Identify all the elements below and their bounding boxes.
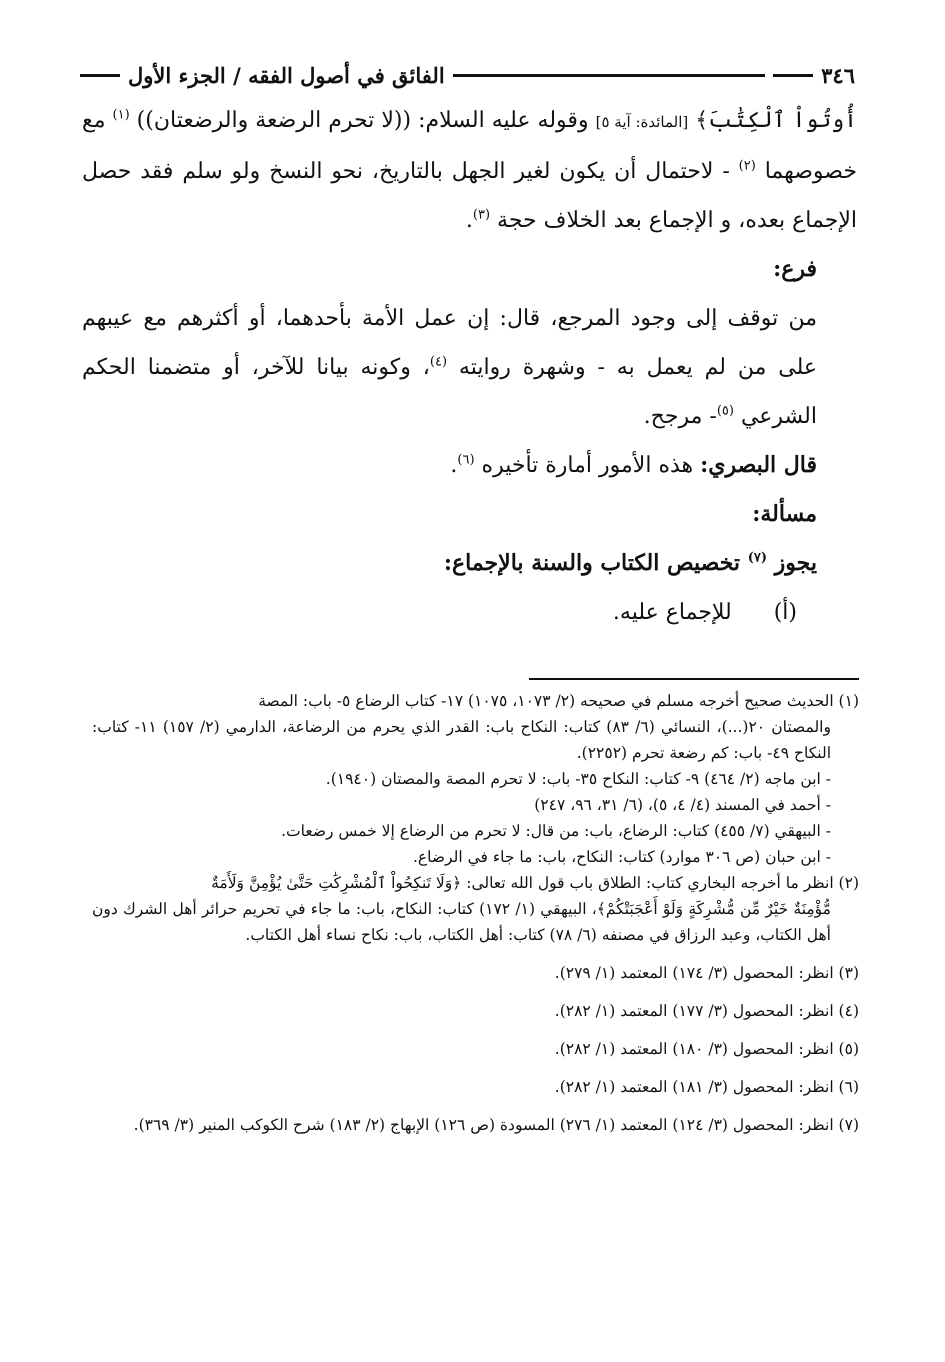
- heading-far: فرع:: [773, 256, 817, 282]
- footnote-marker-2[interactable]: (٢): [738, 158, 756, 174]
- paragraph-4-text: تخصيص الكتاب والسنة بالإجماع:: [443, 550, 741, 576]
- footnote-1-ahmad: - أحمد في المسند (٤/ ٤، ٥)، (٦/ ٣١، ٩٦، ٢٤٧): [534, 796, 831, 814]
- quran-reference: [المائدة: آية ٥]: [595, 113, 689, 131]
- paragraph-2-text-c: - مرجح.: [643, 404, 717, 429]
- footnote-marker-6[interactable]: (٦): [457, 452, 475, 468]
- header-rule-short: [773, 74, 813, 77]
- heading-masala: مسألة:: [752, 501, 817, 527]
- footnote-marker-4[interactable]: (٤): [429, 354, 448, 370]
- basri-label: قال البصري:: [700, 452, 817, 478]
- footnote-3: (٣) انظر: المحصول (٣/ ١٧٤) المعتمد (١/ ٢٧٩).: [554, 964, 859, 982]
- paragraph-2-text-a: من توقف إلى وجود المرجع، قال: إن عمل الأمة بأحدهما، أو أكثرهم مع عيبهم على من لم يعمل به - وشهرة روايته: [82, 306, 817, 380]
- footnote-separator: [529, 678, 859, 680]
- paragraph-5: [82, 588, 857, 637]
- footnote-6: (٦) انظر: المحصول (٣/ ١٨١) المعتمد (١/ ٢٨٢).: [554, 1078, 859, 1096]
- header-rule-end: [80, 74, 120, 77]
- book-title: الفائق في أصول الفقه / الجزء الأول: [128, 62, 445, 88]
- paragraph-2-text-b: ، وكونه بيانا للآخر، أو متضمنا الحكم الشرعي: [82, 355, 817, 429]
- footnote-1-ibn-majah: - ابن ماجه (٢/ ٤٦٤) ٩- كتاب: النكاح ٣٥- باب: لا تحرم المصة والمصتان (١٩٤٠).: [325, 770, 831, 788]
- footnotes: [92, 688, 859, 1138]
- paragraph-3: [82, 441, 857, 490]
- page-number: ٣٤٦: [821, 62, 855, 88]
- paragraph-4: [82, 539, 857, 588]
- paragraph-1-text: - لاحتمال أن يكون لغير الجهل بالتاريخ، نحو النسخ ولو سلم فقد حصل الإجماع بعده، و الإجماع بعد الخلاف حجة: [82, 159, 857, 233]
- footnote-marker-3[interactable]: (٣): [472, 207, 491, 223]
- footnote-1: (١) الحديث صحيح أخرجه مسلم في صحيحه (٢/ ١٠٧٣، ١٠٧٥) ١٧- كتاب الرضاع ٥- باب: المصة: [258, 692, 859, 710]
- period: .: [450, 453, 458, 478]
- footnote-marker-5[interactable]: (٥): [716, 403, 734, 419]
- running-header: [80, 60, 855, 90]
- paragraph-3-text: هذه الأمور أمارة تأخيره: [481, 453, 694, 478]
- period: .: [465, 208, 473, 233]
- item-label-a: (أ): [773, 600, 797, 625]
- footnote-1-bayhaqi: - البيهقي (٧/ ٤٥٥) كتاب: الرضاع، باب: من قال: لا تحرم من الرضاع إلا خمس رضعات.: [281, 822, 831, 840]
- footnote-1-cont: والمصتان ٢٠(...)، النسائي (٦/ ٨٣) كتاب: النكاح باب: القدر الذي يحرم من الرضاعة، الدارمي (٢/ ١٥٧) ١١- كتاب: النكاح ٤٩- باب: كم رضعة تحرم (٢٢٥٢).: [92, 718, 831, 762]
- footnote-7: (٧) انظر: المحصول (٣/ ١٢٤) المعتمد (١/ ٢٧٦) المسودة (ص ١٢٦) الإبهاج (٢/ ١٨٣) شرح الكوكب المنير (٣/ ٣٦٩).: [133, 1116, 859, 1134]
- hadith-text: وقوله عليه السلام: ((لا تحرم الرضعة والرضعتان)): [136, 108, 589, 133]
- paragraph-2: [82, 294, 857, 441]
- footnote-4: (٤) انظر: المحصول (٣/ ١٧٧) المعتمد (١/ ٢٨٢).: [554, 1002, 859, 1020]
- main-text: [82, 96, 857, 637]
- paragraph-1-cont: مع خصوصهما: [82, 108, 857, 184]
- quran-quote: أُوتُواْ ٱلْكِتَٰبَ﴾: [695, 108, 857, 133]
- footnote-1-ibn-hibban: - ابن حبان (ص ٣٠٦ موارد) كتاب: النكاح، باب: ما جاء في الرضاع.: [413, 848, 831, 866]
- paragraph-4-start: يجوز: [774, 550, 817, 576]
- paragraph-1: [82, 96, 857, 245]
- header-rule: [453, 74, 765, 77]
- footnote-marker-1[interactable]: (١): [112, 107, 130, 123]
- footnote-5: (٥) انظر: المحصول (٣/ ١٨٠) المعتمد (١/ ٢٨٢).: [554, 1040, 859, 1058]
- item-text-a: للإجماع عليه.: [612, 600, 732, 625]
- footnote-2-cont: مُّؤْمِنَةٌ خَيْرٌ مِّن مُّشْرِكَةٍ وَلَوْ أَعْجَبَتْكُمْ﴾، البيهقي (١/ ١٧٢) كتاب: النكاح، باب: ما جاء في تحريم حرائر أهل الشرك دون أهل الكتاب، وعبد الرزاق في مصنفه (٦/ ٧٨) كتاب: أهل الكتاب، باب: نكاح نساء أهل الكتاب.: [92, 900, 831, 944]
- footnote-marker-7[interactable]: (٧): [747, 550, 767, 566]
- footnote-2: (٢) انظر ما أخرجه البخاري كتاب: الطلاق باب قول الله تعالى: ﴿وَلَا تَنكِحُواْ ٱلْمُشْرِكَٰتِ حَتَّىٰ يُؤْمِنَّ وَلَأَمَةٌ: [211, 874, 859, 892]
